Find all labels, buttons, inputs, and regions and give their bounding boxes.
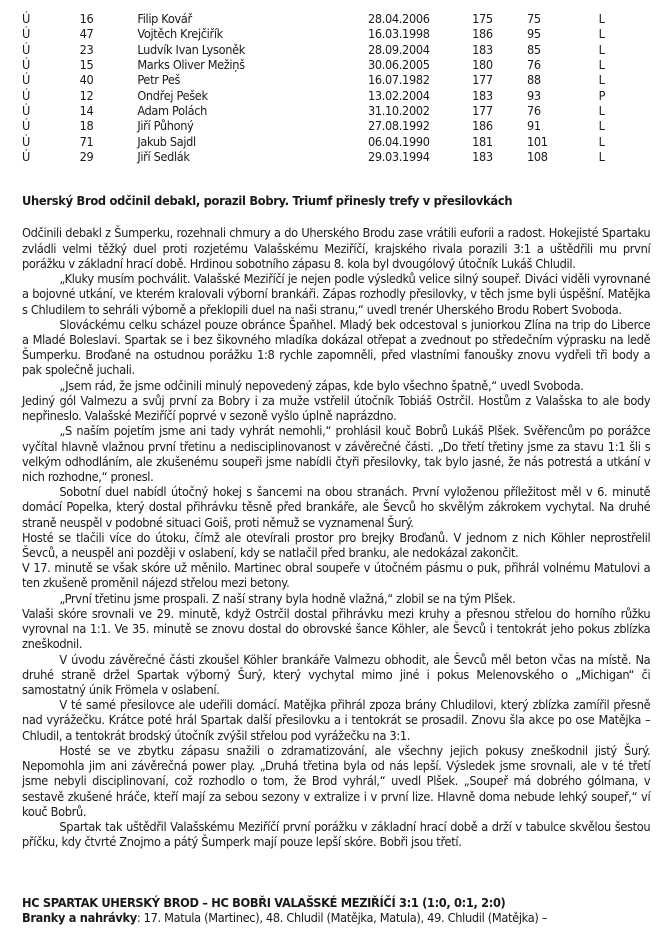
article-paragraph: Odčinili debakl z Šumperku, rozehnali chmury a do Uherského Brodu zase vrátili euforii a radost. Hokejisté Spartaku zvládli velmi těžký duel proti rozjetému Valašskému Meziříčí, krajského rivala porazili 3:1 a uštědřili mu první porážku v základní hrací době. Hrdinou sobotního zápasu 8. kola byl dvougólový útočník Lukáš Chludil.: [22, 226, 651, 271]
article-paragraph: Slováckému celku scházel pouze obránce Špaňhel. Mladý bek odcestoval s juniorkou Zlína na trip do Liberce a Mladé Boleslavi. Spartak se i bez šikovného mladíka dokázal otřepat a zvednout po středečním výprasku na ledě Šumperku. Broďané na ostudnou porážku 1:8 rychle zapomněli, před vlastními fanoušky znovu vydřeli tři body a pak společně juchali.: [22, 317, 651, 378]
article-paragraph: Hosté se ve zbytku zápasu snažili o zdramatizování, ale všechny jejich pokusy zneškodnil jistý Šurý. Nepomohla jim ani závěrečná power play. „Druhá třetina byla od nás lepší. Výsledek jsme srovnali, ale v té třetí jsme nebyli disciplinovaní, což rozhodlo o tom, že Brod vyhrál,“ uvedl Plšek. „Soupeř má dobrého gólmana, v sestavě zkušené hráče, kteří mají za sebou sezony v extralize i v první lize. Hlavně doma nebude lehký soupeř,“ ví kouč Bobrů.: [22, 743, 651, 819]
roster-hand: L: [598, 119, 605, 134]
table-row: [22, 150, 650, 165]
roster-hand: L: [598, 12, 605, 26]
roster-height: 177: [472, 73, 493, 88]
roster-birthdate: 16.07.1982: [367, 73, 430, 88]
roster-weight: 108: [526, 150, 548, 165]
roster-position: Ú: [22, 134, 30, 149]
roster-birthdate: 30.06.2005: [367, 58, 430, 73]
roster-number: 15: [79, 58, 94, 73]
roster-birthdate: 13.02.2004: [367, 88, 430, 103]
roster-height: 186: [472, 119, 493, 134]
roster-position: Ú: [22, 12, 30, 26]
roster-name: Petr Peš: [137, 73, 181, 88]
roster-birthdate: 27.08.1992: [367, 119, 430, 134]
roster-name: Filip Kovář: [137, 12, 192, 26]
article-paragraph: „Kluky musím pochválit. Valašské Meziříčí je nejen podle výsledků velice silný soupeř. Diváci viděli vyrovnané a bojovné utkání, ve kterém kralovali výborní brankáři. Zápas rozhodly přesilovky, v těch jsme byli úspěšní. Matějka s Chludilem to sehráli výborně a překlopili duel na naši stranu,“ uvedl trenér Uherského Brodu Robert Svoboda.: [22, 272, 651, 317]
roster-hand: L: [598, 104, 605, 119]
match-result-title: HC SPARTAK UHERSKÝ BROD – HC BOBŘI VALAŠSKÉ MEZIŘÍČÍ 3:1 (1:0, 0:1, 2:0): [22, 896, 506, 910]
roster-weight: 91: [526, 119, 541, 134]
roster-number: 12: [79, 88, 94, 103]
roster-height: 175: [472, 12, 493, 26]
article-paragraph: „Jsem rád, že jsme odčinili minulý nepovedený zápas, kde bylo všechno špatně,“ uvedl Svoboda.: [59, 378, 584, 393]
roster-name: Ludvík Ivan Lysoněk: [137, 42, 245, 57]
roster-hand: P: [598, 88, 606, 103]
article-paragraph: „S naším pojetím jsme ani tady vyhrát nemohli,“ prohlásil kouč Bobrů Lukáš Plšek. Svěřencům po porážce vyčítal hlavně vlažnou první třetinu a nedisciplinovanost v závěrečné části. „Do třetí třetiny jsme za stavu 1:1 šli s velkým odhodláním, ale zkušenému soupeři jsme nabídli čtyři přesilovky, tak bylo jasné, že nás potrestá a utkání v nich rozhodne,“ pronesl.: [22, 424, 651, 484]
roster-number: 40: [79, 73, 94, 88]
roster-name: Jiří Sedlák: [137, 150, 190, 165]
roster-hand: L: [598, 42, 605, 57]
roster-weight: 85: [526, 42, 541, 57]
table-row: [22, 43, 650, 58]
roster-weight: 75: [526, 12, 541, 26]
roster-birthdate: 06.04.1990: [367, 134, 430, 149]
roster-hand: L: [598, 58, 605, 73]
roster-number: 29: [79, 150, 94, 165]
roster-position: Ú: [22, 88, 30, 103]
roster-number: 18: [79, 119, 94, 134]
roster-position: Ú: [22, 42, 30, 57]
roster-weight: 93: [526, 88, 541, 103]
roster-name: Marks Oliver Mežiņš: [137, 58, 245, 73]
roster-weight: 95: [526, 27, 541, 42]
article-paragraph: „První třetinu jsme prospali. Z naší strany byla hodně vlažná,“ zlobil se na tým Plšek.: [59, 591, 516, 606]
match-result: [22, 896, 672, 926]
roster-name: Jakub Sajdl: [137, 134, 196, 149]
roster-number: 47: [79, 27, 94, 42]
roster-weight: 76: [526, 58, 541, 73]
roster-height: 183: [472, 150, 493, 165]
table-row: [22, 135, 650, 150]
goals-text: : 17. Matula (Martinec), 48. Chludil (Matějka, Matula), 49. Chludil (Matějka) –: [136, 911, 548, 926]
roster-name: Ondřej Pešek: [137, 88, 208, 103]
roster-name: Vojtěch Krejčiřík: [137, 27, 223, 42]
table-row: [22, 12, 650, 27]
roster-height: 177: [472, 104, 493, 119]
roster-birthdate: 31.10.2002: [367, 104, 430, 119]
article-paragraph: Sobotní duel nabídl útočný hokej s šancemi na obou stranách. První vyloženou příležitost měl v 6. minutě domácí Popelka, který dostal přihrávku těsně před brankáře, ale Ševců ho skvělým zákrokem vychytal. Na druhé straně neuspěl v podobné situaci Goiš, proti němuž se vyznamenal Šurý.: [22, 485, 651, 530]
roster-position: Ú: [22, 150, 30, 165]
roster-weight: 101: [526, 134, 548, 149]
roster-number: 23: [79, 42, 94, 57]
table-row: [22, 73, 650, 88]
roster-position: Ú: [22, 104, 30, 119]
roster-name: Adam Polách: [137, 104, 207, 119]
article-paragraph: V té samé přesilovce ale udeřili domácí. Matějka přihrál zpoza brány Chludilovi, který zblízka zamířil přesně nad vyrážečku. Krátce poté hrál Spartak další přesilovku a i tentokrát se prosadil. Znovu šla akce po ose Matějka – Chludil, a tentokrát brodský útočník zvýšil střelou pod vyrážečku na 3:1.: [22, 698, 651, 743]
roster-birthdate: 16.03.1998: [367, 27, 430, 42]
roster-height: 186: [472, 27, 493, 42]
roster-birthdate: 29.03.1994: [367, 150, 430, 165]
roster-height: 181: [472, 134, 493, 149]
roster-hand: L: [598, 73, 605, 88]
roster-height: 183: [472, 88, 493, 103]
roster-number: 71: [79, 134, 94, 149]
roster-height: 183: [472, 42, 493, 57]
roster-birthdate: 28.09.2004: [367, 42, 430, 57]
roster-position: Ú: [22, 73, 30, 88]
table-row: [22, 119, 650, 134]
roster-weight: 76: [526, 104, 541, 119]
roster-table: [22, 12, 650, 165]
article-body: [22, 226, 650, 850]
goals-label: Branky a nahrávky: [22, 911, 137, 926]
article-paragraph: Jediný gól Valmezu a svůj první za Bobry i za muže vstřelil útočník Tobiáš Ostrčil. Hostům z Valašska to ale body nepřineslo. Valašské Meziříčí poprvé v sezoně vyšlo úplně naprázdno.: [22, 393, 651, 424]
roster-height: 180: [472, 58, 493, 73]
table-row: [22, 27, 650, 42]
article-paragraph: Valaši skóre srovnali ve 29. minutě, když Ostrčil dostal přihrávku mezi kruhy a přesnou střelou do horního růžku vyrovnal na 1:1. Ve 35. minutě se znovu dostal do obrovské šance Köhler, ale Ševců i tentokrát jeho pokus zblízka zneškodnil.: [22, 606, 651, 652]
table-row: [22, 58, 650, 73]
article-paragraph: V úvodu závěrečné části zkoušel Köhler brankáře Valmezu obhodit, ale Ševců měl beton včas na místě. Na druhé straně držel Spartak výborný Šurý, který vychytal mimo jiné i pokus Melenovského o „Michigan“ či samostatný únik Frömela v oslabení.: [22, 652, 651, 697]
roster-position: Ú: [22, 58, 30, 73]
article-paragraph: Hosté se tlačili více do útoku, čímž ale otevírali prostor pro brejky Broďanů. V jednom z nich Köhler neprostřelil Ševců, a neuspěl ani později v oslabení, kdy se natlačil před branku, ale nedokázal zakončit.: [22, 530, 651, 561]
article-paragraph: V 17. minutě se však skóre už měnilo. Martinec obral soupeře v útočném pásmu o puk, přihrál volnému Matulovi a ten zkušeně proměnil nájezd střelou mezi betony.: [22, 561, 651, 591]
article-paragraph: Spartak tak uštědřil Valašskému Meziříčí první porážku v základní hrací době a drží v tabulce skvělou šestou příčku, kdy čtvrté Znojmo a pátý Šumperk mají pouze lepší skóre. Bobři jsou třetí.: [22, 819, 651, 850]
table-row: [22, 89, 650, 104]
roster-position: Ú: [22, 27, 30, 42]
roster-number: 14: [79, 104, 94, 119]
article-headline: Uherský Brod odčinil debakl, porazil Bobry. Triumf přinesly trefy v přesilovkách: [22, 194, 513, 209]
roster-name: Jiří Půhoný: [137, 119, 194, 134]
document-page: [22, 12, 650, 850]
roster-weight: 88: [526, 73, 541, 88]
roster-hand: L: [598, 150, 605, 165]
goals-line: [22, 911, 672, 926]
roster-hand: L: [598, 134, 605, 149]
roster-position: Ú: [22, 119, 30, 134]
roster-hand: L: [598, 27, 605, 42]
table-row: [22, 104, 650, 119]
roster-number: 16: [79, 12, 94, 26]
roster-birthdate: 28.04.2006: [367, 12, 430, 26]
